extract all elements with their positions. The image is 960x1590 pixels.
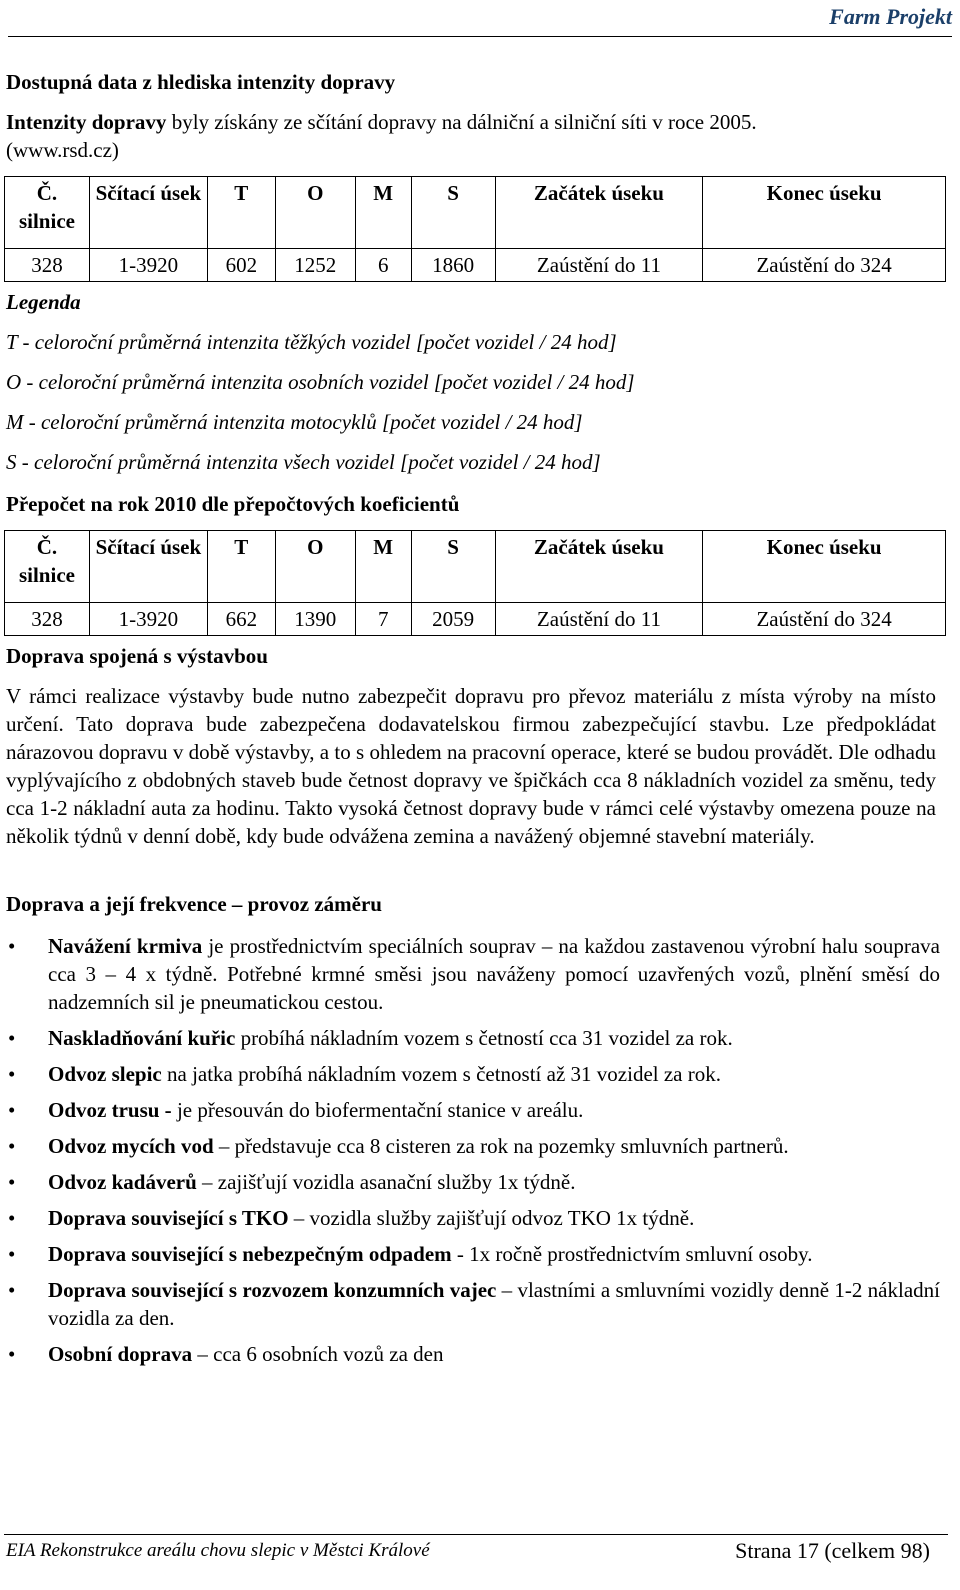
col-header: Č. silnice	[5, 531, 90, 603]
table-cell: 6	[355, 249, 411, 282]
table-header-row	[5, 531, 946, 603]
bullet-icon: •	[8, 1242, 16, 1266]
table-cell: 2059	[411, 603, 495, 636]
bullet-bold: Odvoz mycích vod	[48, 1134, 214, 1158]
table-cell: Zaústění do 11	[495, 249, 703, 282]
table-cell: 602	[207, 249, 275, 282]
intro-paragraph	[6, 108, 757, 164]
bullet-text: – představuje cca 8 cisteren za rok na pozemky smluvních partnerů.	[213, 1134, 789, 1158]
table-cell: Zaústění do 324	[703, 249, 946, 282]
bullet-icon: •	[8, 934, 16, 958]
header-divider	[8, 36, 952, 37]
operation-bullet-list	[0, 932, 940, 1376]
legend-item: T - celoroční průměrná intenzita těžkých vozidel [počet vozidel / 24 hod]	[6, 330, 617, 354]
table-cell: 1390	[275, 603, 355, 636]
col-header: T	[207, 531, 275, 603]
table-cell: 662	[207, 603, 275, 636]
table-row	[5, 249, 946, 282]
construction-paragraph: V rámci realizace výstavby bude nutno zabezpečit dopravu pro převoz materiálu z místa výroby na místo určení. Tato doprava bude zabezpečena dodavatelskou firmou zabezpečující stavbu. Lze předpokládat nárazovou dopravu v době výstavby, a to s ohledem na pracovní operace, které se budou provádět. Dle odhadu vyplývajícího z obdobných staveb bude četnost dopravy ve špičkách cca 8 nákladních vozidel za směnu, tedy cca 1-2 nákladní auta za hodinu. Takto vysoká četnost dopravy bude v rámci celé výstavby omezena pouze na několik týdnů v denní době, kdy bude odvážena zemina a navážený objemné stavební materiály.	[6, 684, 936, 848]
table-header-row	[5, 177, 946, 249]
list-item	[0, 1132, 940, 1160]
intro-bold: Intenzity dopravy	[6, 110, 167, 134]
list-item	[0, 1204, 940, 1232]
bullet-text: na jatka probíhá nákladním vozem s četností až 31 vozidel za rok.	[161, 1062, 721, 1086]
footer-document-title: EIA Rekonstrukce areálu chovu slepic v Městci Králové	[6, 1540, 430, 1561]
table-cell: Zaústění do 11	[495, 603, 703, 636]
bullet-text: - 1x ročně prostřednictvím smluvní osoby.	[451, 1242, 813, 1266]
list-item	[0, 1168, 940, 1196]
bullet-text: – vozidla služby zajišťují odvoz TKO 1x týdně.	[288, 1206, 695, 1230]
table-cell: 328	[5, 249, 90, 282]
bullet-icon: •	[8, 1206, 16, 1230]
bullet-icon: •	[8, 1170, 16, 1194]
bullet-bold: Odvoz slepic	[48, 1062, 162, 1086]
col-header: Konec úseku	[703, 177, 946, 249]
bullet-icon: •	[8, 1062, 16, 1086]
col-header: M	[355, 177, 411, 249]
bullet-icon: •	[8, 1342, 16, 1366]
bullet-text: – vlastními a smluvními vozidly denně 1-2 nákladní vozidla za den.	[48, 1278, 940, 1330]
brand-header: Farm Projekt	[829, 4, 952, 29]
col-header: O	[275, 531, 355, 603]
section-heading-traffic-data: Dostupná data z hlediska intenzity dopravy	[6, 70, 396, 94]
table-cell: 328	[5, 603, 90, 636]
bullet-icon: •	[8, 1026, 16, 1050]
list-item	[0, 1060, 940, 1088]
list-item	[0, 1240, 940, 1268]
footer-divider	[4, 1534, 948, 1535]
bullet-bold: Naskladňování kuřic	[48, 1026, 236, 1050]
section-heading-construction: Doprava spojená s výstavbou	[6, 644, 268, 668]
bullet-icon: •	[8, 1098, 16, 1122]
table-cell: 1-3920	[89, 249, 207, 282]
col-header: Č. silnice	[5, 177, 90, 249]
legend-item: O - celoroční průměrná intenzita osobních vozidel [počet vozidel / 24 hod]	[6, 370, 635, 394]
bullet-bold: Osobní doprava	[48, 1342, 193, 1366]
traffic-table-2005	[4, 176, 946, 282]
legend-item: S - celoroční průměrná intenzita všech vozidel [počet vozidel / 24 hod]	[6, 450, 601, 474]
table-cell: 7	[355, 603, 411, 636]
table-row	[5, 603, 946, 636]
section-heading-operation: Doprava a její frekvence – provoz záměru	[6, 892, 382, 916]
col-header: Začátek úseku	[495, 531, 703, 603]
col-header: S	[411, 531, 495, 603]
legend-item: M - celoroční průměrná intenzita motocyklů [počet vozidel / 24 hod]	[6, 410, 583, 434]
list-item	[0, 1340, 940, 1368]
table-cell: 1252	[275, 249, 355, 282]
list-item	[0, 1024, 940, 1052]
legend-title: Legenda	[6, 290, 81, 314]
col-header: Sčítací úsek	[89, 177, 207, 249]
section-heading-recalc: Přepočet na rok 2010 dle přepočtových koeficientů	[6, 492, 460, 516]
table-cell: 1-3920	[89, 603, 207, 636]
bullet-icon: •	[8, 1278, 16, 1302]
footer-page-number: Strana 17 (celkem 98)	[735, 1538, 930, 1563]
col-header: M	[355, 531, 411, 603]
list-item	[0, 932, 940, 1016]
table-cell: Zaústění do 324	[703, 603, 946, 636]
col-header: Konec úseku	[703, 531, 946, 603]
col-header: O	[275, 177, 355, 249]
col-header: Sčítací úsek	[89, 531, 207, 603]
bullet-text: – cca 6 osobních vozů za den	[192, 1342, 444, 1366]
list-item	[0, 1096, 940, 1124]
intro-rest: byly získány ze sčítání dopravy na dálniční a silniční síti v roce 2005.	[166, 110, 757, 134]
bullet-bold: Navážení krmiva	[48, 934, 203, 958]
bullet-text: je prostřednictvím speciálních souprav – na každou zastavenou výrobní halu souprava cca 3 – 4 x týdně. Potřebné krmné směsi jsou naváženy pomocí uzavřených vozů, plnění směsí do nadzemních sil je pneumatickou cestou.	[48, 934, 940, 1014]
bullet-text: probíhá nákladním vozem s četností cca 31 vozidel za rok.	[235, 1026, 733, 1050]
bullet-text: je přesouván do biofermentační stanice v areálu.	[171, 1098, 584, 1122]
bullet-bold: Doprava související s rozvozem konzumních vajec	[48, 1278, 497, 1302]
traffic-table-2010	[4, 530, 946, 636]
bullet-text: – zajišťují vozidla asanační služby 1x týdně.	[196, 1170, 576, 1194]
bullet-icon: •	[8, 1134, 16, 1158]
bullet-bold: Doprava související s nebezpečným odpadem	[48, 1242, 452, 1266]
bullet-bold: Odvoz trusu -	[48, 1098, 172, 1122]
source-link[interactable]: (www.rsd.cz)	[6, 138, 119, 162]
table-cell: 1860	[411, 249, 495, 282]
col-header: Začátek úseku	[495, 177, 703, 249]
bullet-bold: Doprava související s TKO	[48, 1206, 289, 1230]
bullet-bold: Odvoz kadáverů	[48, 1170, 197, 1194]
col-header: S	[411, 177, 495, 249]
list-item	[0, 1276, 940, 1332]
col-header: T	[207, 177, 275, 249]
